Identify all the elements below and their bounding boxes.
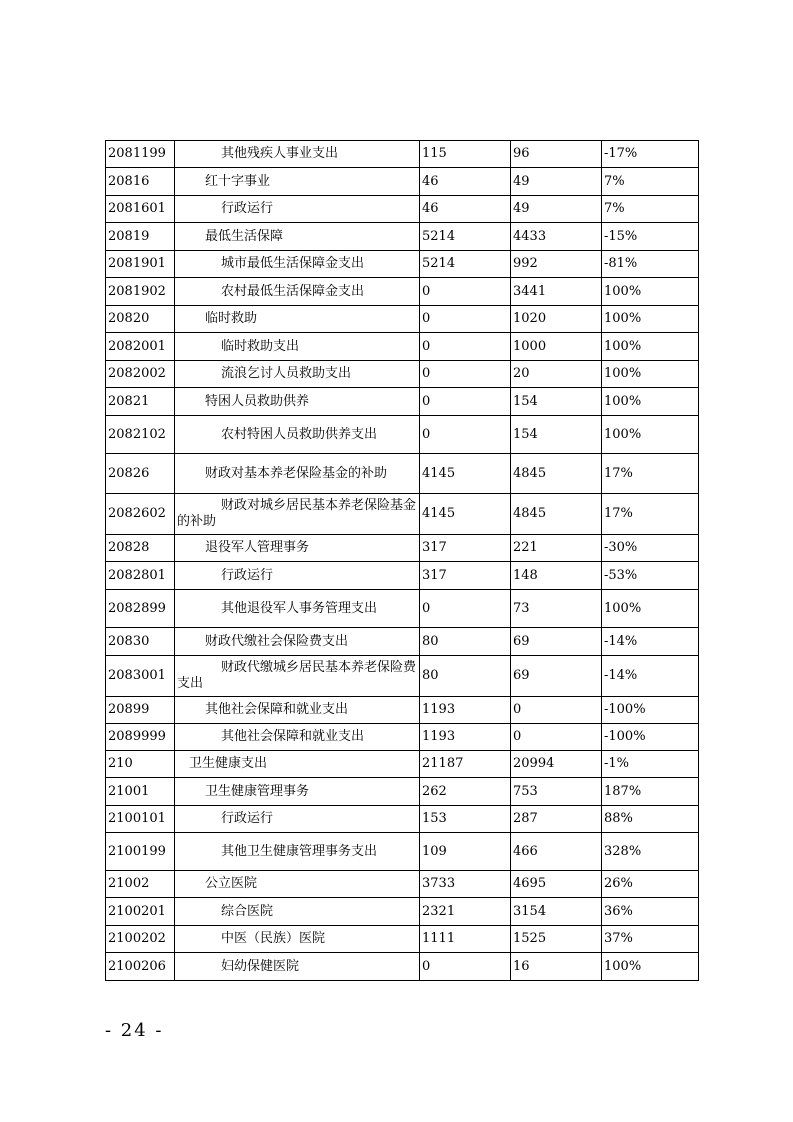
table-row [106,926,699,953]
row-code: 20826 [106,454,175,494]
row-name [175,806,420,833]
row-value-2: 154 [511,416,602,454]
row-value-2: 3154 [511,898,602,926]
row-value-1: 4145 [420,494,511,535]
row-name [175,168,420,196]
table-row [106,898,699,926]
row-value-1: 153 [420,806,511,833]
row-name-text: 退役军人管理事务 [205,540,310,555]
row-name [175,361,420,388]
table-row [106,278,699,306]
table-row [106,454,699,494]
row-code: 2083001 [106,656,175,697]
page-number: - 24 - [105,1020,164,1041]
row-code: 2100199 [106,833,175,871]
table-row [106,953,699,981]
row-value-2: 992 [511,251,602,278]
row-value-2: 4845 [511,494,602,535]
row-code: 2082002 [106,361,175,388]
row-change-pct: 100% [602,590,699,628]
row-name [175,454,420,494]
table-row [106,168,699,196]
row-value-1: 5214 [420,251,511,278]
row-name [175,926,420,953]
table-row [106,196,699,223]
table-row [106,778,699,806]
row-change-pct: 100% [602,278,699,306]
row-value-2: 96 [511,141,602,168]
row-value-1: 1111 [420,926,511,953]
table-row [106,494,699,535]
row-value-2: 49 [511,168,602,196]
row-value-1: 115 [420,141,511,168]
row-change-pct: 26% [602,871,699,898]
row-name-text: 农村最低生活保障金支出 [221,283,365,299]
row-value-2: 16 [511,953,602,981]
row-change-pct: 88% [602,806,699,833]
row-name-text: 卫生健康管理事务 [205,783,310,799]
row-name-text: 城市最低生活保障金支出 [221,256,365,271]
budget-table [105,140,699,981]
row-name [175,751,420,778]
row-value-2: 1525 [511,926,602,953]
row-value-2: 753 [511,778,602,806]
table-row [106,416,699,454]
row-name-text: 临时救助 [205,311,258,326]
row-name-text: 临时救助支出 [221,338,300,354]
row-value-1: 262 [420,778,511,806]
row-name-text: 公立医院 [205,876,258,891]
row-code: 2081901 [106,251,175,278]
row-value-2: 221 [511,535,602,562]
row-value-2: 69 [511,628,602,656]
row-name-text: 综合医院 [221,903,274,919]
table-row [106,388,699,416]
table-row [106,628,699,656]
row-code: 20819 [106,223,175,251]
table-row [106,833,699,871]
row-name-text: 流浪乞讨人员救助支出 [221,366,352,381]
row-value-1: 0 [420,953,511,981]
table-row [106,361,699,388]
row-name [175,223,420,251]
row-value-1: 0 [420,361,511,388]
row-value-2: 69 [511,656,602,697]
row-name [175,306,420,333]
row-code: 2082801 [106,562,175,590]
row-code: 2081199 [106,141,175,168]
row-value-1: 4145 [420,454,511,494]
row-name [175,778,420,806]
table-row [106,562,699,590]
table-row [106,656,699,697]
row-name [175,416,420,454]
row-code: 21001 [106,778,175,806]
row-name [175,628,420,656]
row-name-text: 中医（民族）医院 [221,931,326,946]
row-value-1: 2321 [420,898,511,926]
row-name [175,590,420,628]
row-change-pct: -100% [602,697,699,724]
row-value-2: 3441 [511,278,602,306]
row-name-text: 财政对基本养老保险基金的补助 [205,465,388,481]
table-row [106,871,699,898]
row-name-text: 财政代缴城乡居民基本养老保险费支出 [177,660,417,691]
row-value-2: 0 [511,697,602,724]
row-name-text: 其他残疾人事业支出 [221,146,339,161]
row-name [175,953,420,981]
row-name [175,388,420,416]
row-code: 20899 [106,697,175,724]
row-value-2: 466 [511,833,602,871]
row-name-text: 行政运行 [221,811,274,826]
row-name [175,562,420,590]
row-code: 210 [106,751,175,778]
row-name-text: 农村特困人员救助供养支出 [221,426,378,442]
row-change-pct: 187% [602,778,699,806]
row-name [175,898,420,926]
row-change-pct: 7% [602,168,699,196]
row-name-text: 其他社会保障和就业支出 [221,729,365,744]
row-value-1: 0 [420,388,511,416]
row-name-text: 卫生健康支出 [189,756,268,771]
row-value-2: 0 [511,724,602,751]
row-value-1: 46 [420,168,511,196]
row-code: 2100206 [106,953,175,981]
table-row [106,697,699,724]
row-name [175,278,420,306]
row-change-pct: -17% [602,141,699,168]
row-name-text: 财政代缴社会保险费支出 [205,633,349,649]
row-code: 2089999 [106,724,175,751]
row-value-2: 1000 [511,333,602,361]
row-value-2: 4695 [511,871,602,898]
row-value-1: 80 [420,656,511,697]
row-name-text: 其他卫生健康管理事务支出 [221,843,378,859]
row-change-pct: 100% [602,953,699,981]
row-value-2: 1020 [511,306,602,333]
row-value-2: 49 [511,196,602,223]
table-row [106,806,699,833]
row-name-text: 红十字事业 [205,173,271,189]
row-code: 2100201 [106,898,175,926]
row-code: 2082102 [106,416,175,454]
row-name-text: 行政运行 [221,567,274,583]
table-row [106,141,699,168]
row-code: 21002 [106,871,175,898]
row-change-pct: 100% [602,361,699,388]
row-change-pct: 7% [602,196,699,223]
row-name [175,494,420,535]
row-name [175,833,420,871]
row-value-1: 21187 [420,751,511,778]
row-name-text: 最低生活保障 [205,228,284,244]
table-row [106,535,699,562]
row-change-pct: -14% [602,656,699,697]
row-change-pct: -14% [602,628,699,656]
row-code: 2082899 [106,590,175,628]
row-value-1: 109 [420,833,511,871]
row-value-1: 46 [420,196,511,223]
row-change-pct: -30% [602,535,699,562]
row-change-pct: -15% [602,223,699,251]
row-value-1: 0 [420,416,511,454]
row-name [175,656,420,697]
row-name [175,724,420,751]
table-row [106,724,699,751]
row-code: 2081601 [106,196,175,223]
row-name-text: 其他社会保障和就业支出 [205,702,349,717]
row-value-1: 1193 [420,724,511,751]
table-row [106,333,699,361]
row-name-text: 财政对城乡居民基本养老保险基金的补助 [177,498,417,529]
row-value-1: 317 [420,535,511,562]
row-code: 20828 [106,535,175,562]
row-code: 2082602 [106,494,175,535]
row-value-2: 154 [511,388,602,416]
table-row [106,751,699,778]
row-code: 20820 [106,306,175,333]
row-change-pct: 17% [602,494,699,535]
row-value-2: 4845 [511,454,602,494]
row-value-1: 3733 [420,871,511,898]
row-change-pct: -53% [602,562,699,590]
row-name [175,535,420,562]
row-name [175,141,420,168]
table-row [106,251,699,278]
row-change-pct: -100% [602,724,699,751]
row-change-pct: 100% [602,333,699,361]
row-value-2: 148 [511,562,602,590]
row-change-pct: 100% [602,416,699,454]
row-name [175,251,420,278]
row-code: 20821 [106,388,175,416]
row-name [175,333,420,361]
row-value-2: 20994 [511,751,602,778]
row-change-pct: 37% [602,926,699,953]
row-change-pct: -81% [602,251,699,278]
row-code: 20830 [106,628,175,656]
row-name-text: 行政运行 [221,201,274,216]
row-name [175,196,420,223]
row-name-text: 特困人员救助供养 [205,393,310,409]
row-name-text: 妇幼保健医院 [221,958,300,974]
row-code: 2082001 [106,333,175,361]
row-code: 20816 [106,168,175,196]
row-code: 2100101 [106,806,175,833]
row-value-1: 5214 [420,223,511,251]
row-change-pct: 100% [602,306,699,333]
row-value-2: 73 [511,590,602,628]
row-value-1: 317 [420,562,511,590]
row-code: 2081902 [106,278,175,306]
row-value-1: 0 [420,333,511,361]
row-change-pct: -1% [602,751,699,778]
row-value-2: 287 [511,806,602,833]
row-value-1: 0 [420,278,511,306]
row-value-1: 0 [420,590,511,628]
table-row [106,590,699,628]
row-value-2: 20 [511,361,602,388]
row-change-pct: 100% [602,388,699,416]
budget-table-body [106,141,699,981]
row-name [175,871,420,898]
table-row [106,306,699,333]
row-change-pct: 328% [602,833,699,871]
row-change-pct: 17% [602,454,699,494]
row-value-1: 1193 [420,697,511,724]
row-value-1: 80 [420,628,511,656]
row-change-pct: 36% [602,898,699,926]
row-value-2: 4433 [511,223,602,251]
table-row [106,223,699,251]
row-name-text: 其他退役军人事务管理支出 [221,600,378,616]
row-code: 2100202 [106,926,175,953]
row-value-1: 0 [420,306,511,333]
row-name [175,697,420,724]
